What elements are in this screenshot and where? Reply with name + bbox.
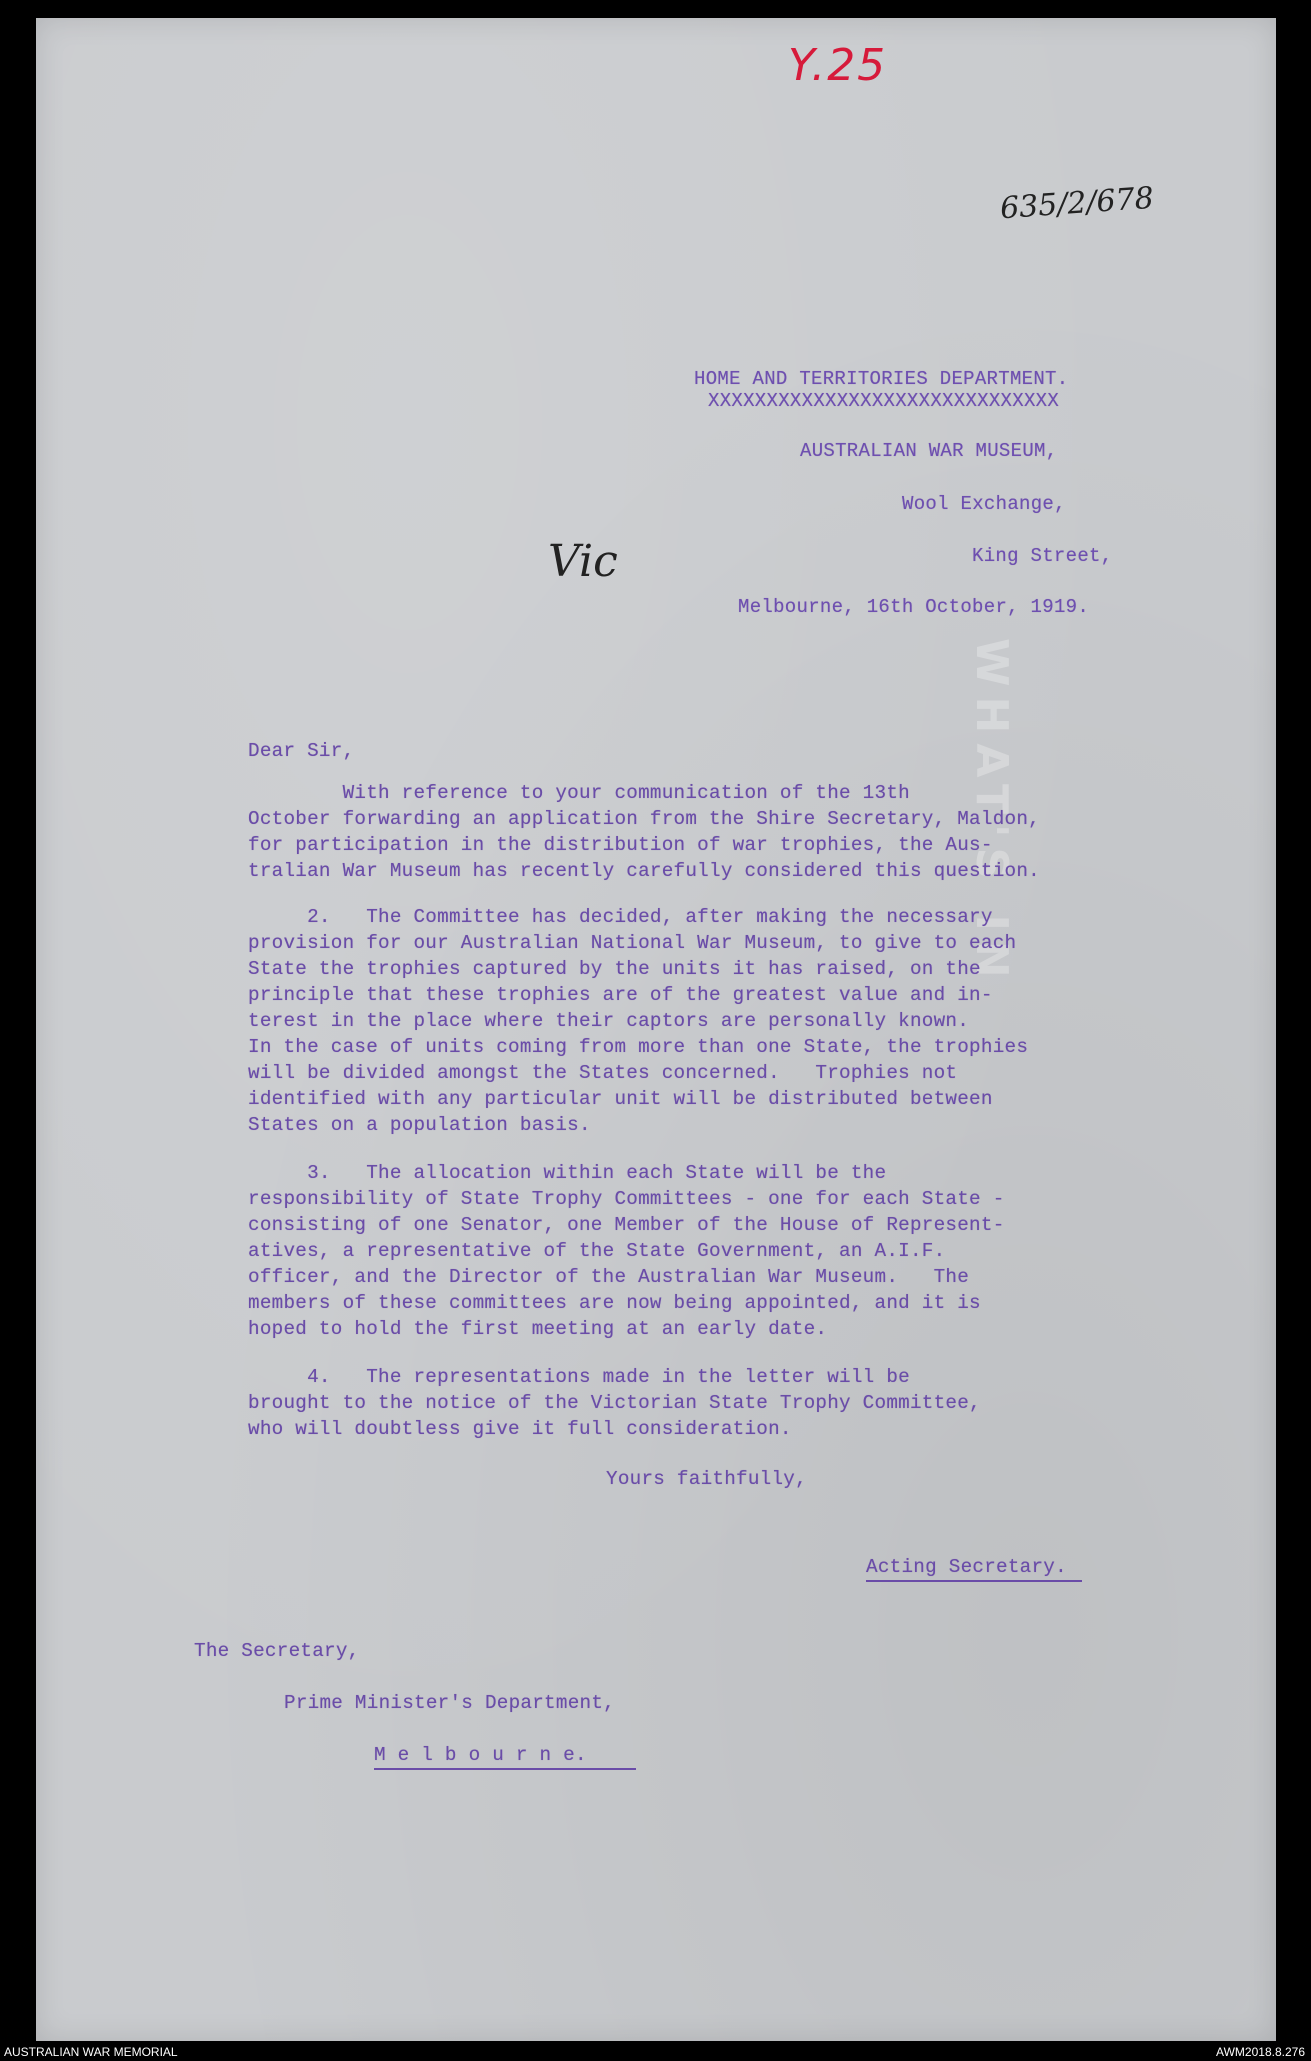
letterhead-museum: AUSTRALIAN WAR MUSEUM, [800,440,1058,462]
paragraph-line: 2. The Committee has decided, after making the necessary [248,906,993,928]
signatory: Acting Secretary. [866,1556,1067,1578]
paragraph-line: tralian War Museum has recently carefully considered this question. [248,860,1040,882]
paragraph-line: State the trophies captured by the units it has raised, on the [248,958,981,980]
letterhead-struck-out: XXXXXXXXXXXXXXXXXXXXXXXXXXXXXX [708,390,1060,412]
letterhead-street: King Street, [972,545,1113,567]
red-folio-number: Y.25 [788,40,888,91]
closing: Yours faithfully, [606,1468,807,1490]
paragraph-line: atives, a representative of the State Government, an A.I.F. [248,1240,946,1262]
paragraph-line: 3. The allocation within each State will be the [248,1162,887,1184]
paragraph-line: consisting of one Senator, one Member of the House of Represent- [248,1214,1005,1236]
paragraph-line: In the case of units coming from more than one State, the trophies [248,1036,1029,1058]
paragraph-line: 4. The representations made in the letter will be [248,1366,910,1388]
addressee-line-3: M e l b o u r n e. [374,1744,587,1766]
paragraph-line: members of these committees are now being appointed, and it is [248,1292,981,1314]
paragraph-line: for participation in the distribution of war trophies, the Aus- [248,834,993,856]
paragraph-line: principle that these trophies are of the greatest value and in- [248,984,993,1006]
paragraph-line: brought to the notice of the Victorian State Trophy Committee, [248,1392,981,1414]
paragraph-line: With reference to your communication of the 13th [248,782,910,804]
paragraph-line: will be divided amongst the States concerned. Trophies not [248,1062,958,1084]
salutation: Dear Sir, [248,740,355,762]
paragraph-line: States on a population basis. [248,1114,591,1136]
paragraph-line: identified with any particular unit will be distributed between [248,1088,993,1110]
paragraph-line: responsibility of State Trophy Committees - one for each State - [248,1188,1005,1210]
footer-accession-number: AWM2018.8.276 [1216,2045,1305,2059]
faded-watermark: WHAT'S IN [966,638,1017,988]
paragraph-line: provision for our Australian National War Museum, to give to each [248,932,1017,954]
paragraph-line: officer, and the Director of the Australian War Museum. The [248,1266,970,1288]
state-note-handwritten: Vic [548,536,618,587]
letterhead-building: Wool Exchange, [902,493,1066,515]
paragraph-line: hoped to hold the first meeting at an early date. [248,1318,828,1340]
letterhead-department: HOME AND TERRITORIES DEPARTMENT. [694,368,1069,390]
paragraph-line: October forwarding an application from the Shire Secretary, Maldon, [248,808,1040,830]
addressee-line-1: The Secretary, [194,1640,360,1662]
letterhead-place-date: Melbourne, 16th October, 1919. [738,596,1090,618]
document-page [36,18,1276,2041]
file-number-handwritten: 635/2/678 [998,180,1155,227]
footer-credit: AUSTRALIAN WAR MEMORIAL [4,2045,178,2059]
signatory-underline [866,1580,1082,1582]
addressee-line-2: Prime Minister's Department, [284,1692,615,1714]
addressee-underline [374,1768,636,1770]
paragraph-line: who will doubtless give it full consideration. [248,1418,792,1440]
paragraph-line: terest in the place where their captors are personally known. [248,1010,970,1032]
